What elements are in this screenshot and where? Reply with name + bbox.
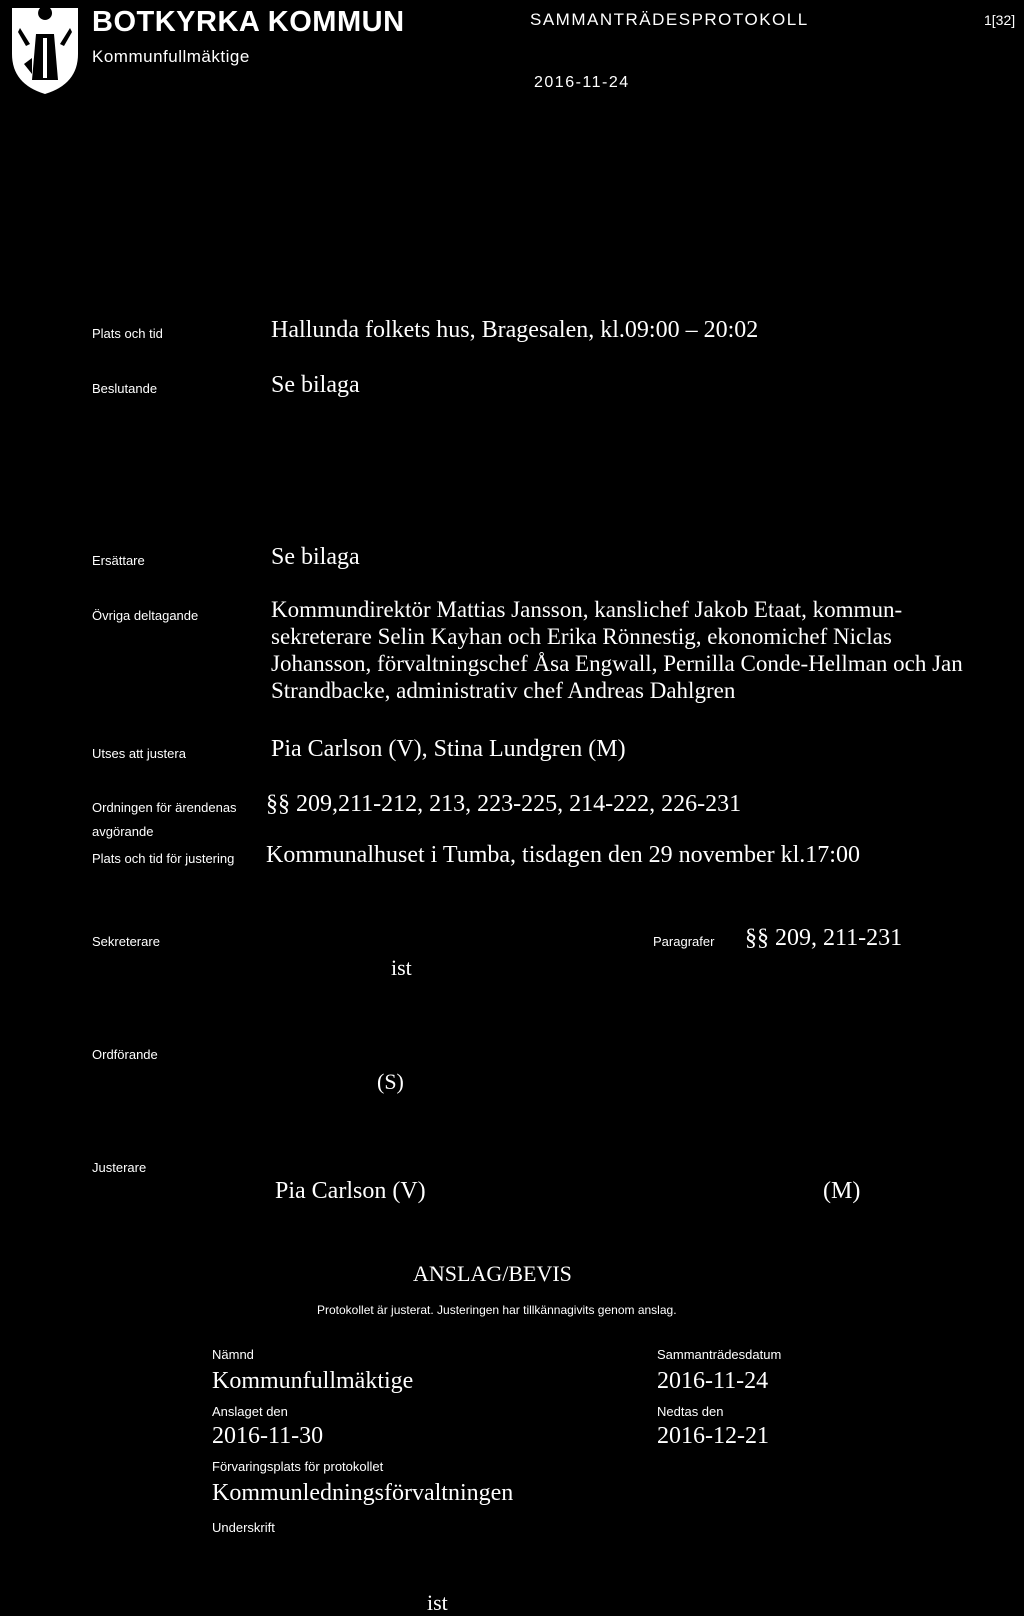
nedtas-value: 2016-12-21 bbox=[657, 1423, 769, 1449]
nedtas-label: Nedtas den bbox=[657, 1404, 724, 1419]
forvaringsplats-value: Kommunledningsförvaltningen bbox=[212, 1480, 514, 1506]
anslaget-value: 2016-11-30 bbox=[212, 1423, 324, 1449]
utses-att-justera-label: Utses att justera bbox=[92, 746, 186, 761]
ordforande-signature: (S) bbox=[377, 1069, 404, 1094]
namnd-label: Nämnd bbox=[212, 1347, 254, 1362]
organization-name: BOTKYRKA KOMMUN bbox=[92, 6, 405, 38]
document-type: SAMMANTRÄDESPROTOKOLL bbox=[530, 10, 809, 29]
underskrift-signature: ist bbox=[427, 1590, 448, 1615]
meeting-date: 2016-11-24 bbox=[534, 74, 630, 91]
sammantradesdatum-label: Sammanträdesdatum bbox=[657, 1347, 782, 1362]
ovriga-deltagande-label: Övriga deltagande bbox=[92, 608, 199, 623]
forvaringsplats-label: Förvaringsplats för protokollet bbox=[212, 1459, 384, 1474]
sekreterare-label: Sekreterare bbox=[92, 934, 160, 949]
justering-label: Plats och tid för justering bbox=[92, 851, 235, 866]
justerare-label: Justerare bbox=[92, 1160, 147, 1175]
ordforande-label: Ordförande bbox=[92, 1047, 158, 1062]
anslaget-label: Anslaget den bbox=[212, 1404, 288, 1419]
page-number: 1[32] bbox=[984, 12, 1016, 28]
anslag-title: ANSLAG/BEVIS bbox=[413, 1261, 572, 1286]
beslutande-label: Beslutande bbox=[92, 381, 158, 396]
botkyrka-coat-of-arms-logo bbox=[6, 4, 84, 96]
sekreterare-signature: ist bbox=[391, 955, 412, 980]
beslutande-value: Se bilaga bbox=[271, 372, 360, 398]
justerare-signature-2: (M) bbox=[823, 1178, 861, 1204]
utses-att-justera-value: Pia Carlson (V), Stina Lundgren (M) bbox=[271, 736, 626, 762]
paragrafer-label: Paragrafer bbox=[653, 934, 715, 949]
justerare-signature-1: Pia Carlson (V) bbox=[275, 1178, 426, 1204]
justering-value: Kommunalhuset i Tumba, tisdagen den 29 november kl.17:00 bbox=[266, 842, 860, 868]
namnd-value: Kommunfullmäktige bbox=[212, 1368, 414, 1394]
ordningen-label-line2: avgörande bbox=[92, 824, 154, 839]
paragrafer-value: §§ 209, 211-231 bbox=[745, 925, 903, 951]
ersattare-value: Se bilaga bbox=[271, 544, 360, 570]
ordningen-label: Ordningen för ärendenas bbox=[92, 800, 237, 815]
anslag-subtitle: Protokollet är justerat. Justeringen har tillkännagivits genom anslag. bbox=[317, 1303, 677, 1317]
sammantradesdatum-value: 2016-11-24 bbox=[657, 1368, 769, 1394]
plats-label: Plats och tid bbox=[92, 326, 163, 341]
ovriga-deltagande-value: Kommundirektör Mattias Jansson, kanslichef Jakob Etaat, kommun-sekreterare Selin Kayhan och Erika Rönnestig, ekonomichef Niclas Johansson, förvaltningschef Åsa Engwall, Pernilla Conde-Hellman och Jan Strandbacke, administrativ chef Andreas Dahlgren bbox=[271, 597, 963, 703]
ordningen-value: §§ 209,211-212, 213, 223-225, 214-222, 226-231 bbox=[266, 791, 742, 817]
organization-subtitle: Kommunfullmäktige bbox=[92, 47, 250, 66]
underskrift-label: Underskrift bbox=[212, 1520, 275, 1535]
plats-value: Hallunda folkets hus, Bragesalen, kl.09:00 – 20:02 bbox=[271, 317, 759, 343]
ersattare-label: Ersättare bbox=[92, 553, 145, 568]
